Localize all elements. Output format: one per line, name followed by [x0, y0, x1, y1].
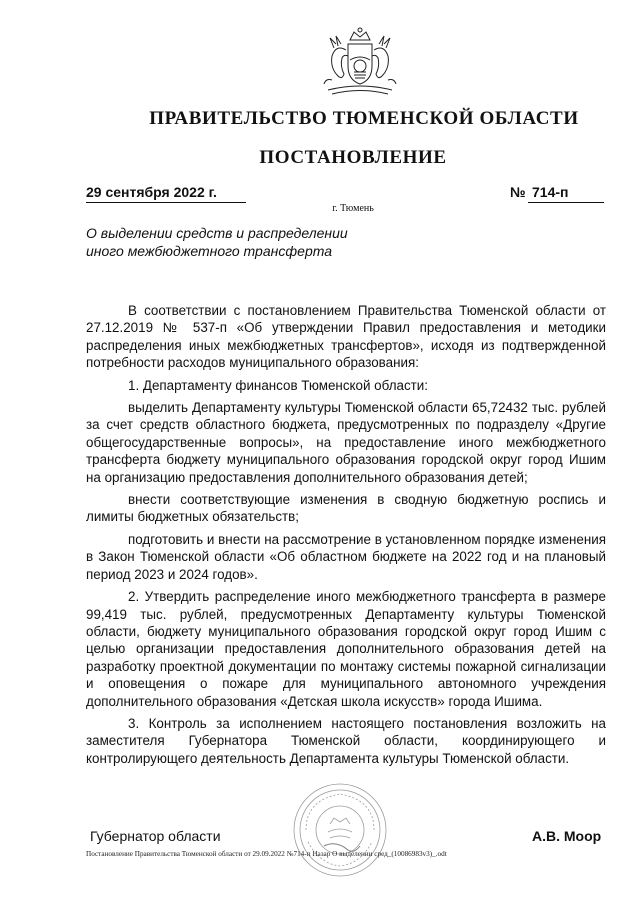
footer-file-info: Постановление Правительства Тюменской области от 29.09.2022 №714-п Назар О выделении сред_(10086983v3)_.odt [86, 850, 447, 858]
body-paragraph: подготовить и внести на рассмотрение в установленном порядке изменения в Закон Тюменской области «Об областном бюджете на 2022 год и на плановый период 2023 и 2024 годов». [86, 531, 606, 582]
document-date: 29 сентября 2022 г. [86, 184, 246, 203]
body-paragraph: 3. Контроль за исполнением настоящего постановления возложить на заместителя Губернатора Тюменской области, координирующего и контролирующего деятельность Департамента культуры Тюменской области. [86, 715, 606, 766]
body-paragraph: 1. Департаменту финансов Тюменской области: [128, 377, 428, 393]
document-type: ПОСТАНОВЛЕНИЕ [259, 147, 447, 168]
signer-title: Губернатор области [90, 828, 221, 844]
subject-line: О выделении средств и распределении [86, 225, 348, 241]
document-number: 714-п [528, 184, 604, 203]
body-paragraph: выделить Департаменту культуры Тюменской области 65,72432 тыс. рублей за счет средств областного бюджета, предусмотренных по подразделу «Другие общегосударственные вопросы», на предоставление иного межбюджетного трансферта бюджету муниципального образования городской округ город Ишим на организацию предоставления дополнительного образования детей; [86, 400, 606, 485]
signer-name: А.В. Моор [532, 828, 602, 844]
body-paragraph: внести соответствующие изменения в сводную бюджетную роспись и лимиты бюджетных обязательств; [86, 492, 606, 525]
document-body [86, 302, 606, 772]
number-sign: № [510, 184, 526, 200]
official-seal-icon [290, 780, 390, 880]
body-paragraph: 2. Утвердить распределение иного межбюджетного трансферта в размере 99,419 тыс. рублей, предусмотренных Департаменту культуры Тюменской области, бюджету муниципального образования городской округ город Ишим с целью организации предоставления дополнительного образования детей на разработку проектной документации по монтажу системы пожарной сигнализации и оповещения о пожаре для муниципального автономного учреждения дополнительного образования «Детская школа искусств» города Ишима. [86, 589, 606, 709]
subject-line: иного межбюджетного трансферта [86, 243, 333, 259]
organization-title: ПРАВИТЕЛЬСТВО ТЮМЕНСКОЙ ОБЛАСТИ [149, 108, 579, 129]
document-subject [86, 224, 386, 260]
body-paragraph: В соответствии с постановлением Правительства Тюменской области от 27.12.2019 № 537-п «Об утверждении Правил предоставления и методики распределения иных межбюджетных трансфертов», исходя из подтвержденной потребности расходов муниципального образования: [86, 303, 606, 371]
city-label: г. Тюмень [332, 203, 374, 214]
coat-of-arms-icon [314, 26, 406, 98]
